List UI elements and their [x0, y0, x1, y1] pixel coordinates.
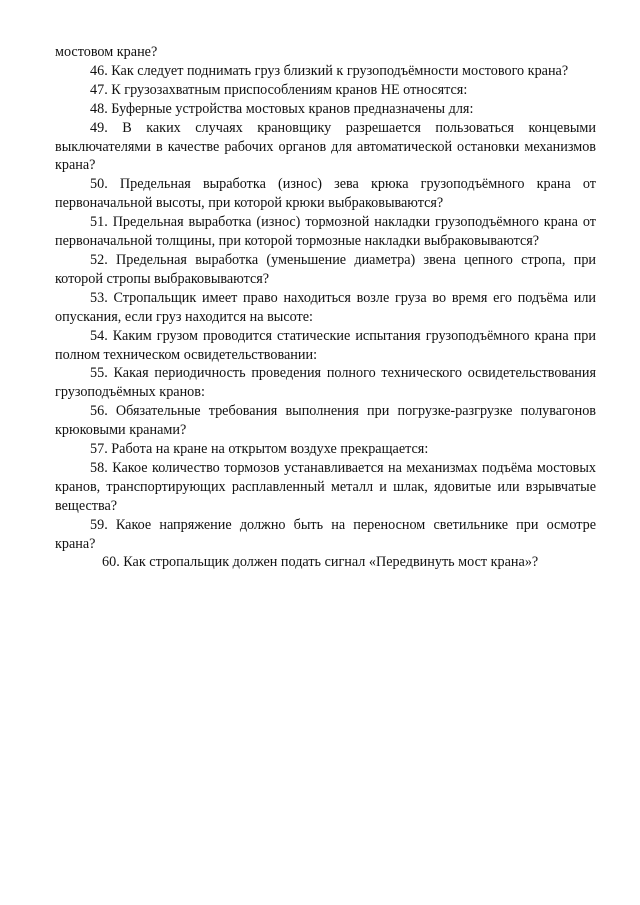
question-text: Как следует поднимать груз близкий к грузоподъёмности мостового крана?: [111, 62, 569, 79]
question-number: 55.: [90, 365, 108, 382]
question-text: Какое напряжение должно быть на переносном светильнике при осмотре крана?: [55, 516, 596, 552]
question-number: 57.: [90, 441, 108, 458]
question-text: Как стропальщик должен подать сигнал «Передвинуть мост крана»?: [123, 554, 539, 571]
question-text: Предельная выработка (износ) тормозной накладки грузоподъёмного крана от первоначальной толщины, при которой тормозные накладки выбраковываются?: [55, 214, 596, 250]
question-50: [55, 175, 596, 213]
question-number: 47.: [90, 81, 108, 98]
question-48: [55, 100, 596, 119]
question-number: 60.: [102, 554, 120, 571]
question-57: [55, 440, 596, 459]
question-51: [55, 213, 596, 251]
question-text: Каким грузом проводится статические испытания грузоподъёмного крана при полном техническом освидетельствовании:: [55, 327, 596, 363]
question-number: 51.: [90, 214, 108, 231]
question-55: [55, 364, 596, 402]
question-number: 49.: [90, 119, 108, 136]
question-number: 48.: [90, 100, 108, 117]
question-53: [55, 289, 596, 327]
question-number: 58.: [90, 459, 108, 476]
question-45-continuation: мостовом кране?: [55, 44, 158, 60]
question-text: К грузозахватным приспособлениям кранов НЕ относятся:: [111, 81, 468, 98]
question-number: 53.: [90, 289, 108, 306]
question-text: Буферные устройства мостовых кранов предназначены для:: [111, 100, 474, 117]
question-47: [55, 81, 596, 100]
question-number: 54.: [90, 327, 108, 344]
question-text: Работа на кране на открытом воздухе прекращается:: [111, 441, 429, 458]
document-page: [55, 43, 596, 572]
question-number: 46.: [90, 62, 108, 79]
question-59: [55, 516, 596, 554]
question-54: [55, 327, 596, 365]
question-52: [55, 251, 596, 289]
question-text: Предельная выработка (уменьшение диаметра) звена цепного стропа, при которой стропы выбраковываются?: [55, 251, 597, 287]
question-text: Какая периодичность проведения полного технического освидетельствования грузоподъёмных кранов:: [55, 365, 597, 401]
question-number: 56.: [90, 403, 108, 420]
question-58: [55, 459, 596, 516]
question-number: 59.: [90, 516, 108, 533]
question-56: [55, 402, 596, 440]
question-46: [55, 62, 596, 81]
question-text: Стропальщик имеет право находиться возле груза во время его подъёма или опускания, если груз находится на высоте:: [55, 289, 596, 325]
question-number: 50.: [90, 176, 108, 193]
question-text: Какое количество тормозов устанавливается на механизмах подъёма мостовых кранов, транспортирующих расплавленный металл и шлак, ядовитые или взрывчатые вещества?: [55, 459, 597, 514]
question-text: Предельная выработка (износ) зева крюка грузоподъёмного крана от первоначальной высоты, при которой крюки выбраковываются?: [55, 176, 596, 212]
question-60: [55, 553, 596, 572]
question-text: В каких случаях крановщику разрешается пользоваться концевыми выключателями в качестве рабочих органов для автоматической остановки механизмов крана?: [55, 119, 596, 174]
question-49: [55, 119, 596, 176]
question-text: Обязательные требования выполнения при погрузке-разгрузке полувагонов крюковыми кранами?: [55, 403, 597, 439]
question-number: 52.: [90, 251, 108, 268]
